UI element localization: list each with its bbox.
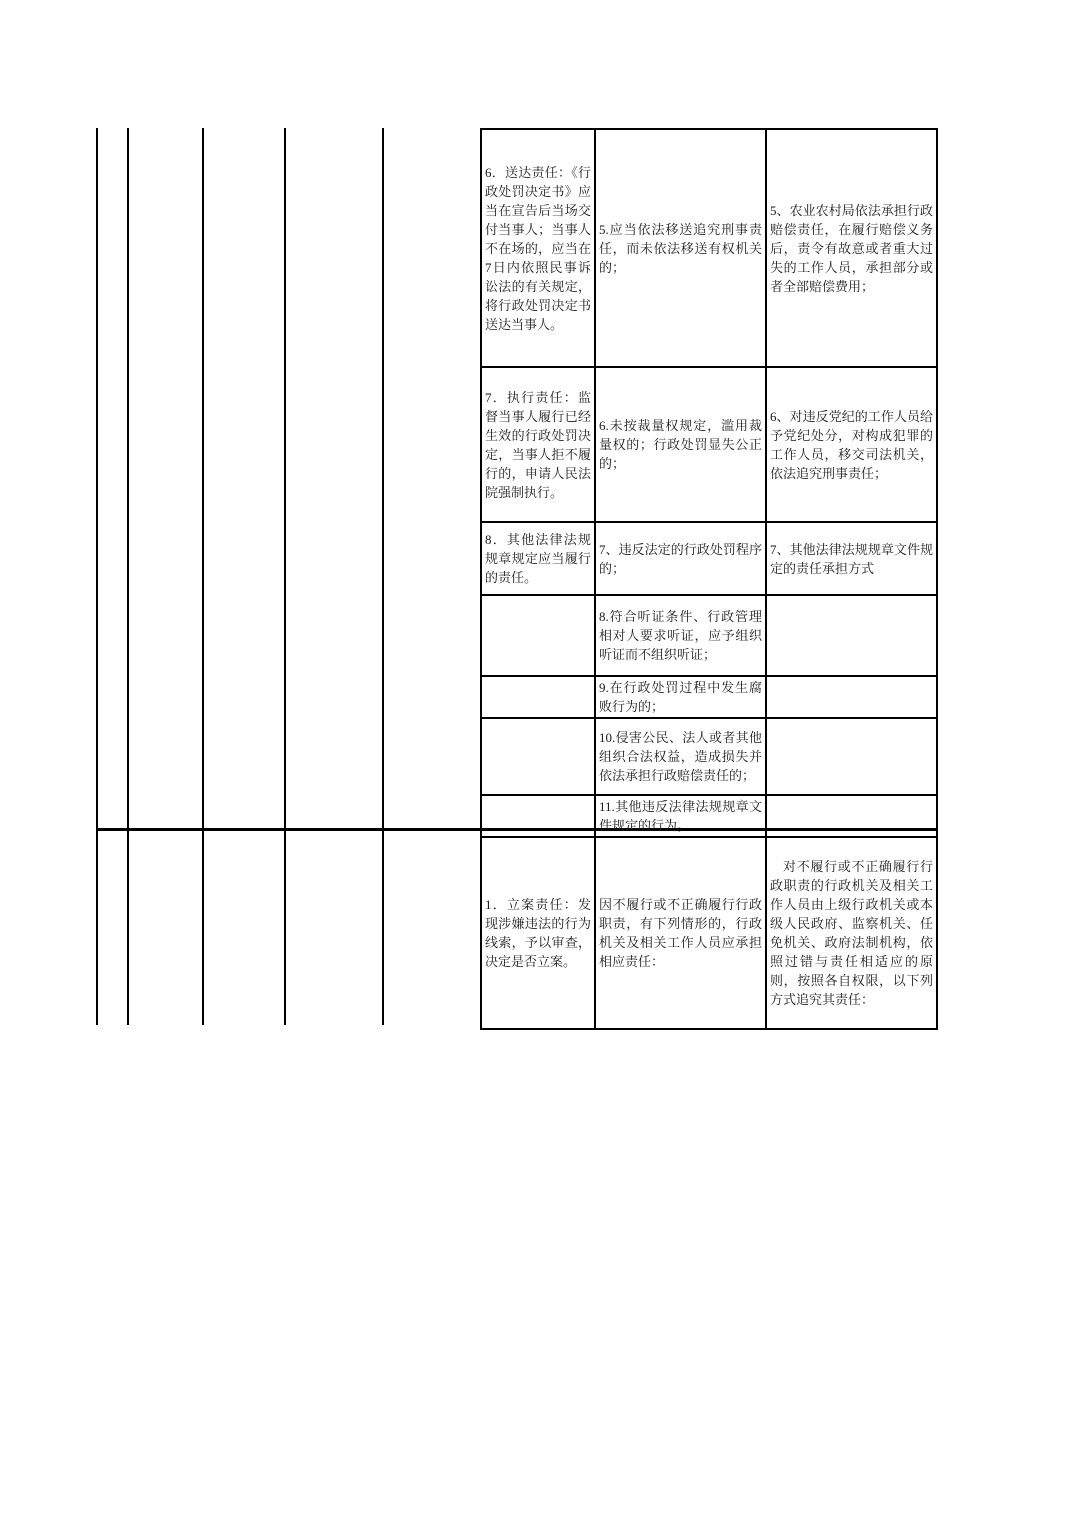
left-table-grid-line-1 bbox=[96, 128, 98, 1025]
table-cell-accountability bbox=[766, 676, 937, 718]
table-row bbox=[481, 795, 937, 837]
table-cell-accountability bbox=[766, 795, 937, 837]
table-row bbox=[481, 129, 937, 367]
table-cell-situation: 11.其他违反法律法规规章文件规定的行为。 bbox=[595, 795, 766, 837]
table-cell-accountability: 6、对违反党纪的工作人员给予党纪处分，对构成犯罪的工作人员，移交司法机关，依法追究刑事责任； bbox=[766, 367, 937, 522]
table-row bbox=[481, 676, 937, 718]
table-cell-duty bbox=[481, 595, 595, 676]
responsibility-table bbox=[480, 128, 938, 1030]
left-table-grid-line-3 bbox=[202, 128, 204, 1025]
table-cell-duty bbox=[481, 718, 595, 795]
table-cell-situation: 10.侵害公民、法人或者其他组织合法权益，造成损失并依法承担行政赔偿责任的； bbox=[595, 718, 766, 795]
table-cell-duty bbox=[481, 795, 595, 837]
table-cell-duty: 8．其他法律法规规章规定应当履行的责任。 bbox=[481, 522, 595, 595]
table-cell-situation: 8.符合听证条件、行政管理相对人要求听证，应予组织听证而不组织听证； bbox=[595, 595, 766, 676]
table-cell-duty: 1．立案责任：发现涉嫌违法的行为线索，予以审查，决定是否立案。 bbox=[481, 837, 595, 1029]
table-row bbox=[481, 367, 937, 522]
table-cell-situation: 5.应当依法移送追究刑事责任，而未依法移送有权机关的； bbox=[595, 129, 766, 367]
table-cell-situation: 6.未按裁量权规定，滥用裁量权的；行政处罚显失公正的； bbox=[595, 367, 766, 522]
table-cell-accountability: 对不履行或不正确履行行政职责的行政机关及相关工作人员由上级行政机关或本级人民政府、监察机关、任免机关、政府法制机构，依照过错与责任相适应的原则，按照各自权限，以下列方式追究其责任： bbox=[766, 837, 937, 1029]
table-cell-duty: 6．送达责任：《行政处罚决定书》应当在宣告后当场交付当事人；当事人不在场的，应当在7日内依照民事诉讼法的有关规定，将行政处罚决定书送达当事人。 bbox=[481, 129, 595, 367]
table-cell-situation: 因不履行或不正确履行行政职责，有下列情形的，行政机关及相关工作人员应承担相应责任： bbox=[595, 837, 766, 1029]
left-table-grid-line-2 bbox=[127, 128, 129, 1025]
table-cell-accountability bbox=[766, 718, 937, 795]
table-cell-duty: 7．执行责任：监督当事人履行已经生效的行政处罚决定，当事人拒不履行的，申请人民法院强制执行。 bbox=[481, 367, 595, 522]
table-cell-situation: 7、违反法定的行政处罚程序的； bbox=[595, 522, 766, 595]
table-row bbox=[481, 595, 937, 676]
left-table-grid-line-4 bbox=[284, 128, 286, 1025]
table-cell-accountability: 7、其他法律法规规章文件规定的责任承担方式 bbox=[766, 522, 937, 595]
table-row bbox=[481, 837, 937, 1029]
table-cell-accountability: 5、农业农村局依法承担行政赔偿责任，在履行赔偿义务后，责令有故意或者重大过失的工作人员，承担部分或者全部赔偿费用； bbox=[766, 129, 937, 367]
table-cell-duty bbox=[481, 676, 595, 718]
table-row bbox=[481, 718, 937, 795]
left-table-grid-line-5 bbox=[382, 128, 384, 1025]
table-cell-accountability bbox=[766, 595, 937, 676]
table-cell-situation: 9.在行政处罚过程中发生腐败行为的； bbox=[595, 676, 766, 718]
table-row bbox=[481, 522, 937, 595]
